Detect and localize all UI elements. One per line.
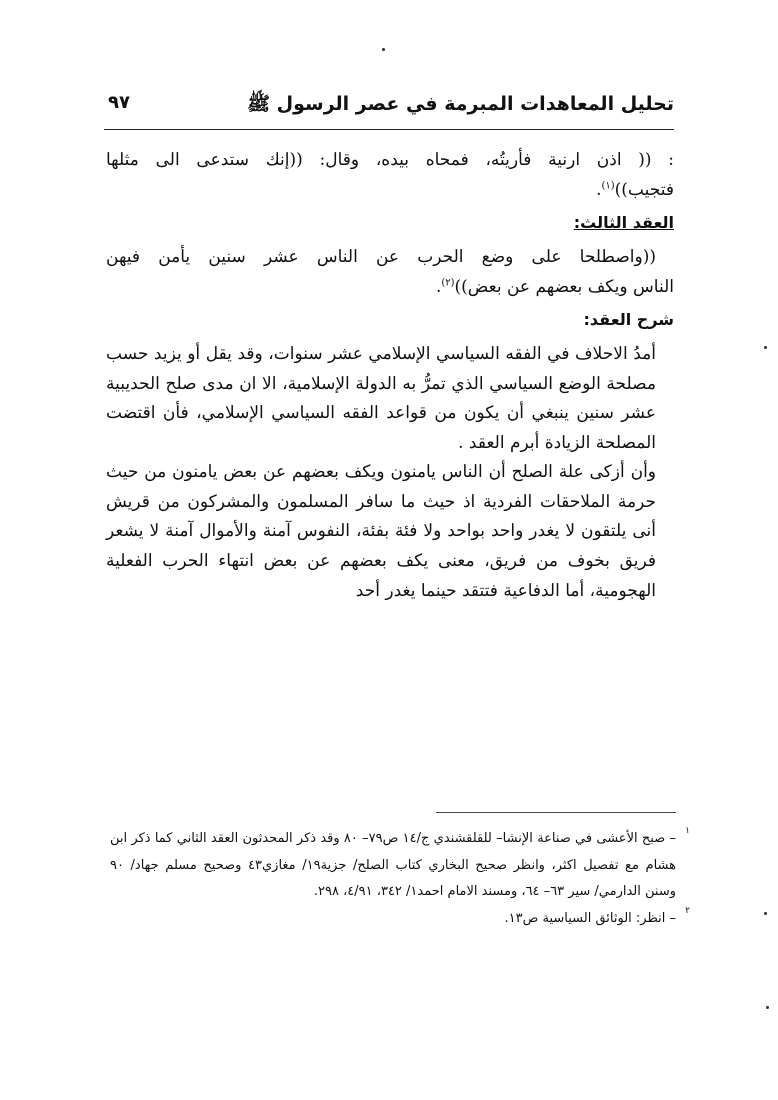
heading-contract-explanation: شرح العقد: — [583, 310, 674, 330]
footnote-ref-2: (٢) — [441, 276, 455, 288]
heading-third-contract — [106, 209, 674, 237]
footnote-2-mark: ٢ — [685, 905, 690, 916]
header-divider — [104, 129, 674, 130]
paragraph-explanation-2: وأن أزكى علة الصلح أن الناس يامنون ويكف بعضهم عن بعض يامنون من حيث حرمة الملاحقات الفردية اذ حيث ما سافر المسلمون والمشركون من قريش أنى يلتقون لا يغدر واحد بواحد ولا فئة بفئة، النفوس آمنة والأموال آمنة لا يشعر فريق بخوف من فريق، معنى يكف بعضهم عن بعض انتهاء الحرب الفعلية الهجومية، أما الدفاعية فتتقد حينما يغدر أحد — [106, 462, 656, 601]
quote-2-line-1: ((واصطلحا على وضع الحرب عن الناس عشر سنين يأمن فيهن — [106, 246, 656, 267]
quote-1-line-1: : (( اذن ارنية فأريتُه، فمحاه بيده، وقال: ((إنك ستدعى الى مثلها — [106, 150, 674, 170]
scan-speck — [764, 912, 767, 915]
quote-2-line-2-text: الناس ويكف بعضهم عن بعض)) — [454, 276, 674, 297]
quote-1-line-2: فتجيب))$^{(١)}$. — [596, 179, 674, 200]
scan-speck — [764, 346, 767, 349]
paragraph-quote-2 — [106, 243, 674, 302]
main-text — [106, 146, 674, 606]
quote-1-line-2-text: فتجيب)) — [614, 179, 674, 200]
scan-speck — [382, 48, 385, 51]
paragraph-quote-1 — [106, 146, 674, 205]
footnote-ref-1: (١) — [601, 179, 615, 191]
paragraph-explanation-1: أمدُ الاحلاف في الفقه السياسي الإسلامي عشر سنوات، وقد يقل أو يزيد حسب مصلحة الوضع السياسي الذي تمرُّ به الدولة الإسلامية، الا ان مدى صلح الحديبية عشر سنين ينبغي أن يكون من قواعد الفقه السياسي الإسلامي، فأن اقتضت المصلحة الزيادة أبرم العقد . — [106, 343, 656, 453]
scan-speck — [766, 1006, 769, 1009]
footnote-1 — [110, 826, 690, 906]
footnotes — [110, 826, 690, 933]
footnote-1-text: – صبح الأعشى في صناعة الإنشا– للقلقشندي ج/١٤ ص٧٩– ٨٠ وقد ذكر المحدثون العقد الثاني كما ذكر ابن هشام مع تفصيل اكثر، وانظر صحيح البخاري كتاب الصلح/ جزية١٩/ مغازي٤٣ وصحيح مسلم جهاد/ ٩٠ وسنن الدارمي/ سير ٦٣– ٦٤، ومسند الامام احمد١/ ٣٤٢، ٤/٩١، ٢٩٨. — [110, 831, 676, 900]
page-number: ٩٧ — [108, 92, 130, 113]
quote-2-line-2: الناس ويكف بعضهم عن بعض))$^{(٢)}$. — [435, 276, 674, 297]
footnote-2-text: – انظر: الوثائق السياسية ص١٣. — [504, 910, 676, 926]
footnote-1-mark: ١ — [685, 826, 690, 836]
running-header-title: تحليل المعاهدات المبرمة في عصر الرسول ﷺ — [247, 93, 674, 115]
heading-third-contract-text: العقد الثالث: — [573, 213, 674, 233]
footnote-2 — [110, 906, 690, 933]
footnote-divider — [436, 812, 676, 813]
